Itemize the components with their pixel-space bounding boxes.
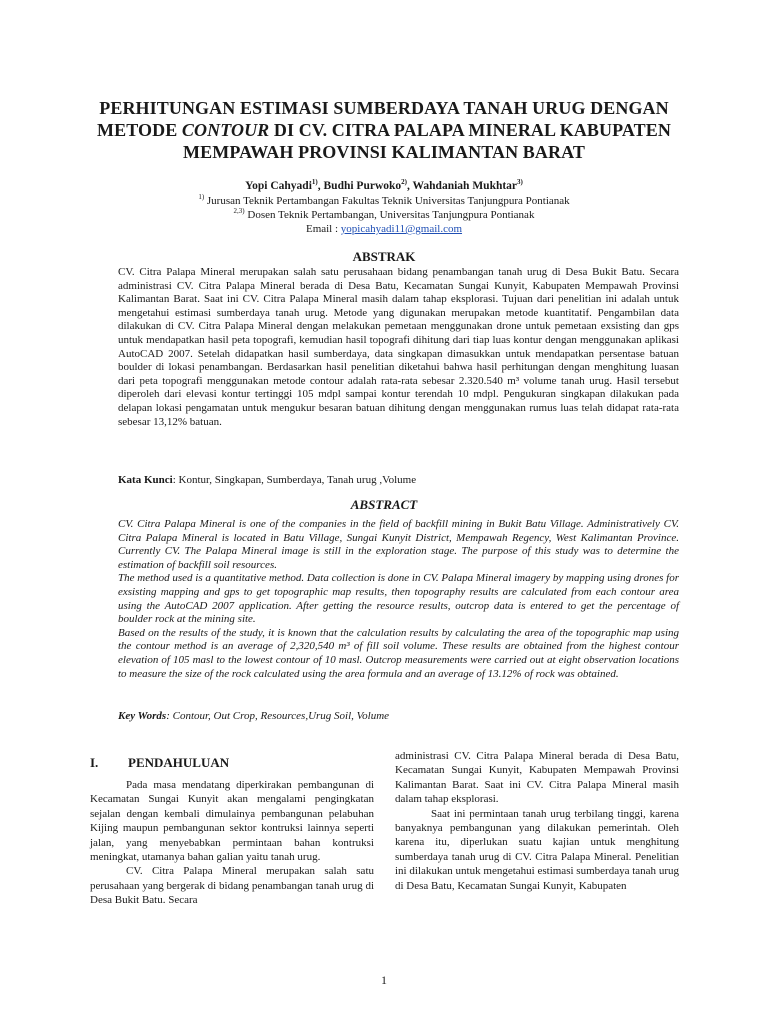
kata-kunci-text: : Kontur, Singkapan, Sumberdaya, Tanah urug ,Volume — [172, 474, 417, 486]
paper-title — [70, 97, 698, 163]
author-sup: 2) — [401, 178, 407, 186]
author: Yopi Cahyadi — [245, 180, 312, 192]
body-paragraph: Pada masa mendatang diperkirakan pembangunan di Kecamatan Sungai Kunyit akan mengalami pengingkatan sejalan dengan kembali dimulainya pembangunan pelabuhan Kijing maupun pembangunan sektor kontruksi lainnya seperti jalan, yang menyebabkan permintaan bahan kontruksi meningkat, utamanya bahan galian yaitu tanah urug. — [90, 779, 374, 864]
abstract-text — [118, 518, 679, 681]
section-number: I. — [90, 755, 99, 770]
author-sup: 1) — [311, 178, 318, 186]
right-column — [395, 749, 679, 893]
left-column — [90, 755, 374, 908]
email-label: Email : — [305, 223, 341, 235]
kata-kunci-label: Kata Kunci — [118, 474, 173, 486]
page-number: 1 — [381, 973, 387, 987]
key-words-text: : Contour, Out Crop, Resources,Urug Soil, Volume — [166, 710, 390, 722]
body-paragraph: administrasi CV. Citra Palapa Mineral berada di Desa Batu, Kecamatan Sungai Kunyit, Kabupaten Mempawah Provinsi Kalimantan Barat. Saat ini CV. Citra Palapa Mineral masih dalam tahap eksplorasi. — [395, 750, 679, 806]
abstract-heading: ABSTRACT — [350, 497, 418, 512]
author-sup: 3) — [517, 178, 523, 186]
title-text-1: PERHITUNGAN ESTIMASI SUMBERDAYA TANAH URUG DENGAN METODE — [97, 98, 669, 140]
section-title: PENDAHULUAN — [128, 755, 230, 770]
affiliation-text: Jurusan Teknik Pertambangan Fakultas Teknik Universitas Tanjungpura Pontianak — [204, 195, 570, 207]
author: Budhi Purwoko — [323, 180, 402, 192]
abstract-paragraph: Based on the results of the study, it is known that the calculation results by calculating the area of the topographic map using the contour method is an average of 2,320,540 m³ of fill soil volume. These results are obtained from the highest contour elevation of 105 masl to the lowest contour of 10 masl. Outcrop measurements were carried out at eight observation locations to measure the size of the rock calculated using the area formula and an average of 13.12% of rock was obtained. — [118, 626, 679, 680]
key-words — [118, 710, 679, 724]
body-paragraph: CV. Citra Palapa Mineral merupakan salah satu perusahaan yang bergerak di bidang penambangan tanah urug di Desa Bukit Batu. Secara — [90, 865, 374, 907]
email-link[interactable]: yopicahyadi11@gmail.com — [340, 223, 463, 235]
section-heading — [90, 755, 374, 771]
abstract-paragraph: CV. Citra Palapa Mineral is one of the companies in the field of backfill mining in Bukit Batu Village. Administratively CV. Citra Palapa Mineral is located in Batu Village, Sungai Kunyit District, Mempawah Regency, West Kalimantan Province. Currently CV. The Palapa Mineral image is still in the exploration stage. The purpose of this study was to determine the estimation of backfill soil resources. — [118, 518, 679, 571]
affiliation-sup: 1) — [198, 193, 205, 201]
author: Wahdaniah Mukhtar — [412, 180, 518, 192]
abstract-paragraph: The method used is a quantitative method. Data collection is done in CV. Palapa Mineral imagery by mapping using drones for exsisting mapping and gps to get topographic map results, then topography results are calculated from each contour area using the AutoCAD 2007 application. After getting the resource results, outcrop data is entered to get the percentage of boulder rock at the mining site. — [118, 572, 679, 626]
affiliation-sup: 2,3) — [233, 207, 245, 215]
affiliation-text: Dosen Teknik Pertambangan, Universitas Tanjungpura Pontianak — [244, 209, 535, 221]
title-text-2: DI CV. CITRA PALAPA MINERAL KABUPATEN MEMPAWAH PROVINSI KALIMANTAN BARAT — [183, 120, 671, 162]
affiliation-1 — [0, 194, 768, 208]
author-list: Yopi Cahyadi$^{1)}$, Budhi Purwoko$^{2)}$, Wahdaniah Mukhtar$^{3)}$ — [245, 178, 523, 192]
abstrak-heading: ABSTRAK — [352, 249, 416, 264]
kata-kunci — [118, 474, 679, 488]
abstrak-text: CV. Citra Palapa Mineral merupakan salah satu perusahaan bidang penambangan tanah urug di Desa Bukit Batu. Secara administrasi CV. Citra Palapa Mineral berada di Desa Batu, Kecamatan Sungai Kunyit, Kabupaten Mempawah Provinsi Kalimantan Barat. Saat ini CV. Citra Palapa Mineral masih dalam tahap eksplorasi. Tujuan dari penelitian ini adalah untuk mengetahui estimasi sumberdaya tanah urug. Metode yang digunakan merupakan metode kuantitatif. Pengambilan data dilakukan di CV. Citra Palapa Mineral dengan melakukan pemetaan menggunakan drone untuk pemetaan exsisting dan gps untuk mendapatkan hasil peta topografi, kemudian hasil topografi dihitung dari tiap luas kontur dengan menggunakan aplikasi AutoCAD 2007. Setelah didapatkan hasil sumberdaya, data singkapan dimasukkan untuk mendapatkan persentase batuan boulder di lokasi penambangan. Berdasarkan hasil penelitian diketahui bahwa hasil perhitungan dengan menghitung luasan dari peta topografi menggunakan metode contour adalah rata-rata sebesar 2.320.540 m³ volume tanah urug. Hasil tersebut diperoleh dari elevasi kontur tertinggi 105 mdpl sampai kontur terendah 10 mdpl. Pengukuran singkapan dilakukan pada delapan lokasi pengamatan untuk mengukur besaran batuan dihitung dengan menggunakan rumus luas telah didapat rata-rata sebesar 13,12% batuan. — [118, 266, 679, 428]
affiliation-2 — [0, 208, 768, 222]
key-words-label: Key Words — [118, 710, 167, 722]
title-italic: CONTOUR — [181, 120, 270, 140]
email-line — [0, 222, 768, 236]
body-paragraph: Saat ini permintaan tanah urug terbilang tinggi, karena banyaknya pembangunan yang dilakukan pemerintah. Oleh karena itu, diperlukan suatu kajian untuk menghitung sumberdaya tanah urug di CV. Citra Palapa Mineral. Penelitian ini dilakukan untuk mengetahui estimasi sumberdaya tanah urug di Desa Batu, Kecamatan Sungai Kunyit, Kabupaten — [395, 807, 679, 892]
